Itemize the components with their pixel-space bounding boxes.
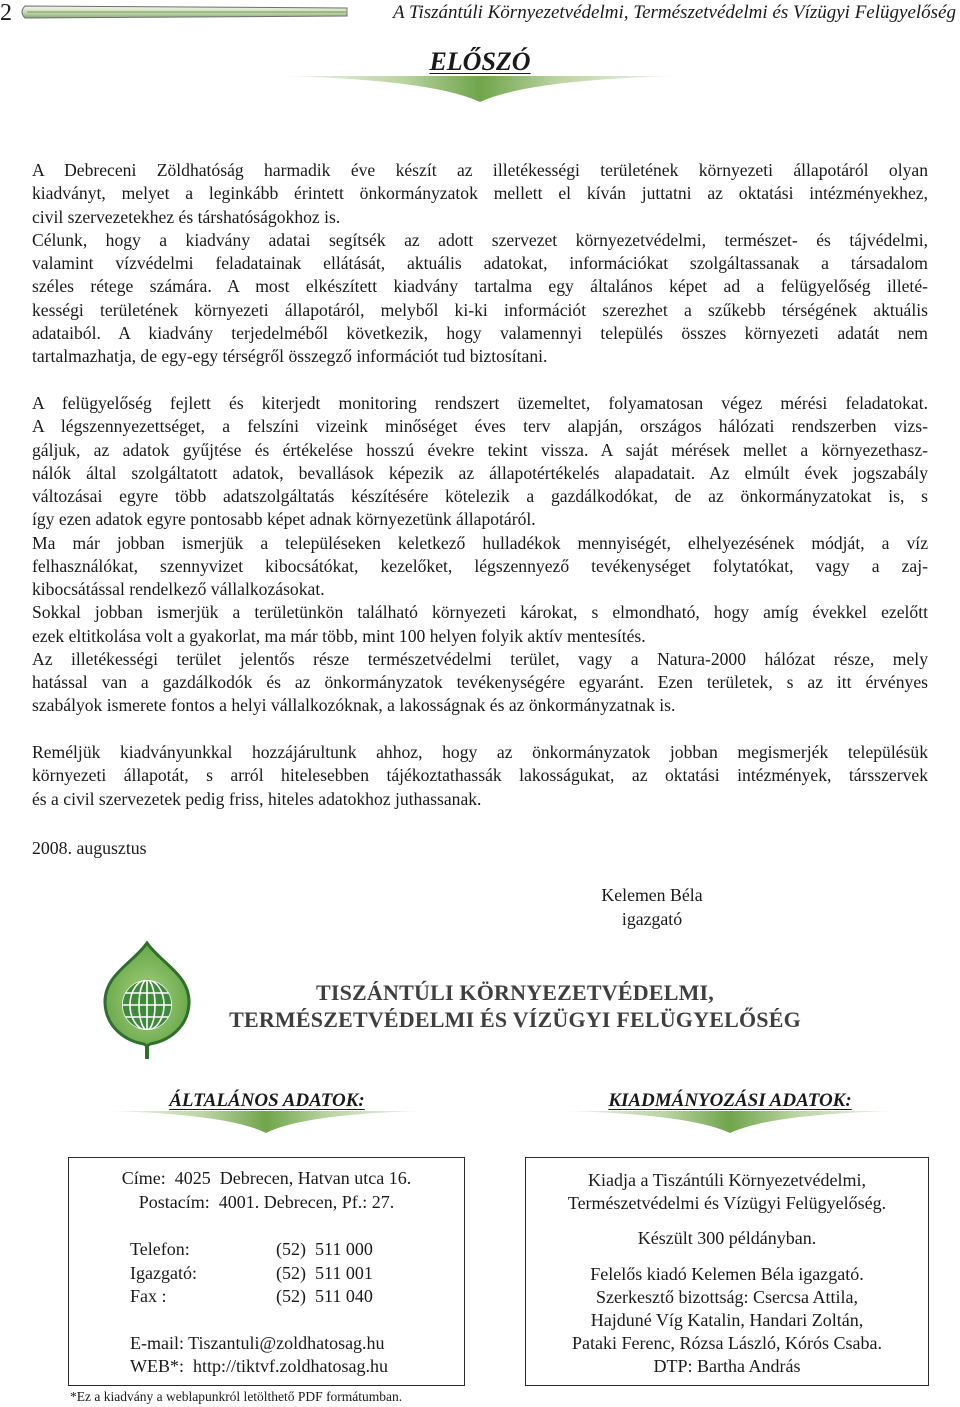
address: Címe: 4025 Debrecen, Hatvan utca 16. [121,1168,412,1188]
section-title: ELŐSZÓ [429,47,531,76]
body-block [32,159,928,368]
text-line: hatással van a gazdálkodók és az önkormányzatok tevékenységére egyaránt. Ezen területek, s az itt érvényes [32,672,928,692]
text-line: gáljuk, az adatok gyűjtése és értékelése hosszú évekre tekint vissza. A saját mérések mellet a környezethasz- [32,439,928,460]
text-line: változásai egyre több adatszolgáltatás készítésére kötelezik a gazdálkodókat, de az önkormányzatokat is, s [32,486,928,506]
date: 2008. augusztus [32,838,147,858]
text-line: Célunk, hogy a kiadvány adatai segítsék az adott szervezet környezetvédelmi, természet- és tájvédelmi, [32,229,928,250]
text-line: A légszennyezettséget, a felszíni vizeink minőséget éves terv alapján, országos hálózati rendszerben vizs- [32,416,928,437]
editorial-board-line: Pataki Ferenc, Rózsa László, Kórós Csaba. [572,1333,882,1353]
text-line: tartalmazhatja, de egy-egy térségről összegző információt tud biztosítani. [32,346,548,366]
website: WEB*: http://tiktvf.zoldhatosag.hu [130,1356,388,1376]
text-line: valamint vízvédelmi feladatainak ellátását, aktuális adatokat, információkat szolgáltassanak a társadalom [32,253,928,273]
text-line: adataiból. A kiadvány terjedelméből következik, hogy valamennyi település összes környezeti adatát nem [32,322,928,343]
text-line: széles rétege számára. A most elkészített kiadvány tartalma egy általános képet ad a felügyelőség illeté- [32,276,928,297]
footnote: *Ez a kiadvány a weblapunkról letölthető PDF formátumban. [70,1389,403,1404]
organization-name-line: TISZÁNTÚLI KÖRNYEZETVÉDELMI, [315,980,715,1005]
text-line: Sokkal jobban ismerjük a területünkön található környezeti károkat, s elmondható, hogy amíg évekkel ezelőtt [32,602,928,623]
text-line: A Debreceni Zöldhatóság harmadik éve készít az illetékességi területének környezeti állapotáról olyan [32,160,928,180]
text-line: és a civil szervezetek pedig friss, hiteles adatokhoz juthassanak. [32,788,482,809]
organization-name [140,979,890,1033]
text-line: nálók által szolgáltatott adatok, bevallások képezik az állapotértékelés alapadatait. Az elmúlt évek jogszabály [32,462,928,483]
text-line: Az illetékességi terület jelentős része természetvédelmi terület, vagy a Natura-2000 hálózat része, mely [32,648,928,669]
editorial-board-line: Hajduné Víg Katalin, Handari Zoltán, [590,1310,864,1330]
text-line: felhasználókat, szennyvizet kibocsátókat, kezelőket, légszennyező tevékenységet folytatókat, vagy a zaj- [32,555,928,576]
fax-value: (52) 511 040 [276,1286,373,1306]
signature [552,884,752,931]
phone-label: Telefon: [130,1239,190,1259]
phone-value: (52) 511 000 [276,1239,373,1259]
text-line: kességi területének környezeti állapotáról, melyből ki-ki információt szerezhet a szűkebb térségének aktuális [32,299,928,320]
decorative-wedge [283,76,677,102]
page-number: 2 [0,0,12,26]
paragraph [32,648,928,718]
publisher-line: Kiadja a Tiszántúli Környezetvédelmi, [588,1170,866,1190]
running-title: A Tiszántúli Környezetvédelmi, Természetvédelmi és Vízügyi Felügyelőség [392,2,956,23]
dtp-credit: DTP: Bartha András [653,1356,801,1376]
text-line: szabályok ismerete fontos a helyi vállalkozóknak, a lakosságnak és az önkormányzatnak is. [32,695,676,716]
general-data-box [68,1157,465,1386]
general-data-heading: ÁLTALÁNOS ADATOK: [169,1090,365,1111]
text-line: környezeti állapotát, s arról hitelesebben tájékoztathassák lakosságukat, az oktatási intézmények, társszervek [32,765,928,786]
publishing-data-box [525,1157,929,1386]
paragraph [32,229,928,369]
text-line: Ma már jobban ismerjük a településeken keletkező hulladékok mennyiségét, elhelyezésének módját, a víz [32,532,928,553]
postal-address: Postacím: 4001. Debrecen, Pf.: 27. [138,1192,395,1212]
email: E-mail: Tiszantuli@zoldhatosag.hu [130,1333,385,1353]
body-block [32,392,928,718]
signature-name: Kelemen Béla [601,885,703,905]
body-block [32,741,928,811]
editorial-board-line: Szerkesztő bizottság: Csercsa Attila, [596,1287,858,1307]
director-phone-value: (52) 511 001 [276,1263,373,1283]
publisher-line: Természetvédelmi és Vízügyi Felügyelőség. [567,1193,887,1213]
paragraph [32,159,928,229]
text-line: Reméljük kiadványunkkal hozzájárultunk ahhoz, hogy az önkormányzatok jobban megismerjék településük [32,742,928,762]
header-decorative-bar [18,5,348,19]
paragraph [32,532,928,602]
decorative-wedge [565,1111,895,1133]
print-run: Készült 300 példányban. [637,1228,817,1248]
text-line: kiadványt, melyet a leginkább érintett önkormányzatok mellett el kíván juttatni az oktatási intézményekhez, [32,183,928,204]
decorative-wedge [110,1111,422,1133]
text-line: A felügyelőség fejlett és kiterjedt monitoring rendszert üzemeltet, folyamatosan végez mérési feladatokat. [32,393,928,413]
director-phone-label: Igazgató: [130,1263,197,1283]
responsible-publisher: Felelős kiadó Kelemen Béla igazgató. [590,1264,864,1284]
text-line: civil szervezetekhez és társhatóságokhoz is. [32,206,341,227]
text-line: kibocsátással rendelkező vállalkozásokat. [32,579,325,599]
paragraph [32,741,928,811]
paragraph [32,392,928,532]
signature-title: igazgató [621,909,683,929]
fax-label: Fax : [130,1286,167,1306]
text-line: így ezen adatok egyre pontosabb képet adnak környezetünk állapotáról. [32,509,536,530]
organization-name-line: TERMÉSZETVÉDELMI ÉS VÍZÜGYI FELÜGYELŐSÉG [229,1007,801,1032]
paragraph [32,601,928,648]
publishing-data-heading: KIADMÁNYOZÁSI ADATOK: [608,1090,852,1111]
text-line: ezek eltitkolása volt a gyakorlat, ma már több, mint 100 helyen folyik aktív mentesítés. [32,625,646,646]
